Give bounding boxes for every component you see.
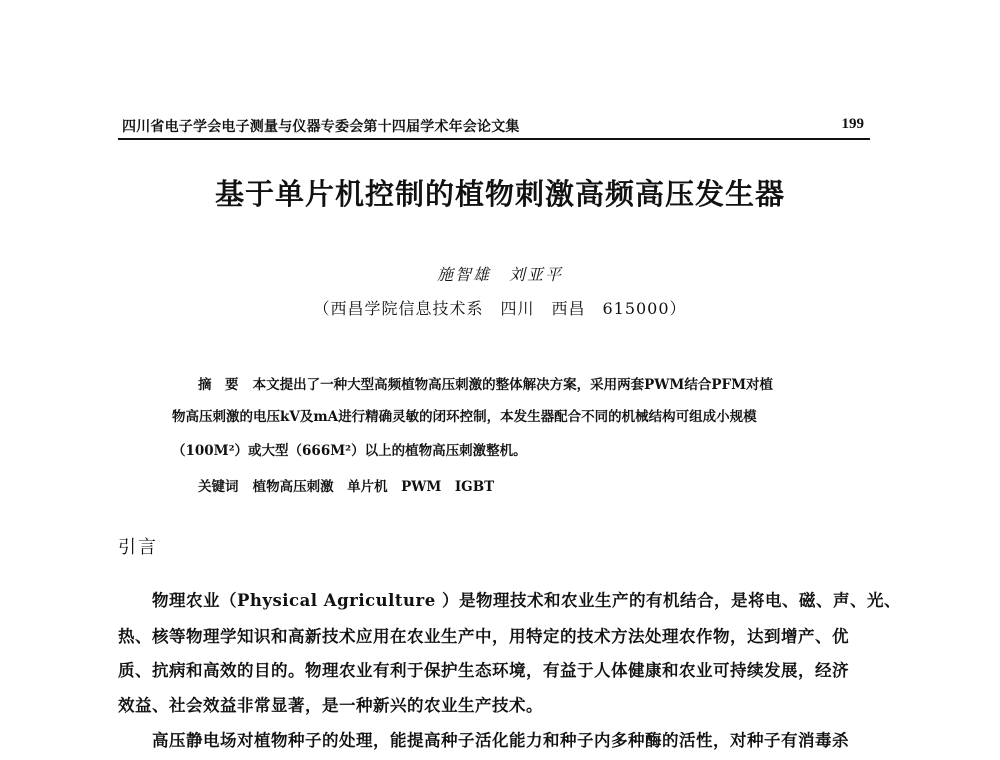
body-line-1: 物理农业（Physical Agriculture ）是物理技术和农业生产的有机结合，是将电、磁、声、光、 <box>152 591 901 610</box>
body-line-2: 热、核等物理学知识和高新技术应用在农业生产中，用特定的技术方法处理农作物，达到增产、优 <box>118 627 849 646</box>
affiliation: （西昌学院信息技术系 四川 西昌 615000） <box>313 299 687 318</box>
page-number: 199 <box>841 116 864 132</box>
body-line-5: 高压静电场对植物种子的处理，能提高种子活化能力和种子内多种酶的活性，对种子有消毒杀 <box>152 731 849 750</box>
abstract-line-3: （100M²）或大型（666M²）以上的植物高压刺激整机。 <box>172 443 527 459</box>
body-line-4: 效益、社会效益非常显著，是一种新兴的农业生产技术。 <box>118 696 543 715</box>
proceedings-title: 四川省电子学会电子测量与仪器专委会第十四届学术年会论文集 <box>122 119 520 135</box>
abstract-label: 摘 要 <box>198 377 239 393</box>
running-header <box>118 114 870 140</box>
keywords-line <box>198 475 494 495</box>
authors: 施智雄 刘亚平 <box>436 265 563 284</box>
keywords-text: 植物高压刺激 单片机 PWM IGBT <box>252 479 495 495</box>
abstract-line-2: 物高压刺激的电压kV及mA进行精确灵敏的闭环控制，本发生器配合不同的机械结构可组成小规模 <box>172 409 757 425</box>
section-heading: 引言 <box>118 537 158 558</box>
body-line-3: 质、抗病和高效的目的。物理农业有利于保护生态环境，有益于人体健康和农业可持续发展，经济 <box>118 661 849 680</box>
abstract-line-1 <box>198 373 773 393</box>
abstract-text-1: 本文提出了一种大型高频植物高压刺激的整体解决方案，采用两套PWM结合PFM对植 <box>252 377 774 393</box>
paper-title: 基于单片机控制的植物刺激高频高压发生器 <box>214 177 785 211</box>
keywords-label: 关键词 <box>198 479 239 495</box>
